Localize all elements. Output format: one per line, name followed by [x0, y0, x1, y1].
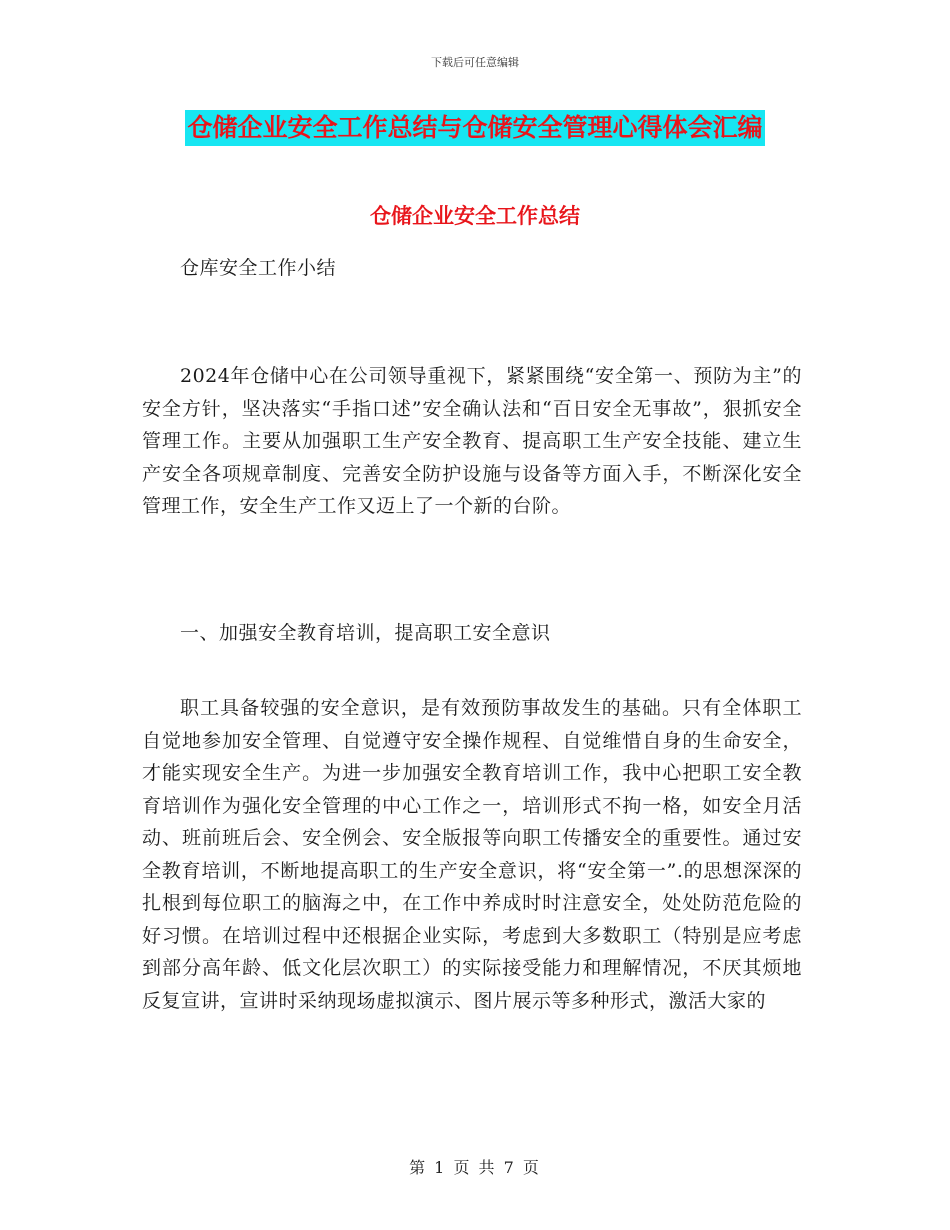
page-header-note: 下载后可任意编辑 — [431, 56, 519, 69]
section-title: 仓储企业安全工作总结 — [370, 204, 580, 228]
main-title-container — [0, 110, 950, 146]
subtitle: 仓库安全工作小结 — [180, 257, 337, 279]
section-heading: 一、加强安全教育培训，提高职工安全意识 — [180, 622, 551, 644]
page-number-footer: 第 1 页 共 7 页 — [409, 1158, 541, 1177]
paragraph: 2024年仓储中心在公司领导重视下，紧紧围绕“安全第一、预防为主”的安全方针，坚决落实“手指口述”安全确认法和“百日安全无事故”，狠抓安全管理工作。主要从加强职工生产安全教育、提高职工生产安全技能、建立生产安全各项规章制度、完善安全防护设施与设备等方面入手，不断深化安全管理工作，安全生产工作又迈上了一个新的台阶。 — [142, 365, 802, 517]
paragraph: 职工具备较强的安全意识，是有效预防事故发生的基础。只有全体职工自觉地参加安全管理、自觉遵守安全操作规程、自觉维惜自身的生命安全，才能实现安全生产。为进一步加强安全教育培训工作，我中心把职工安全教育培训作为强化安全管理的中心工作之一，培训形式不拘一格，如安全月活动、班前班后会、安全例会、安全版报等向职工传播安全的重要性。通过安全教育培训，不断地提高职工的生产安全意识，将“安全第一”.的思想深深的扎根到每位职工的脑海之中，在工作中养成时时注意安全，处处防范危险的好习惯。在培训过程中还根据企业实际，考虑到大多数职工（特别是应考虑到部分高年龄、低文化层次职工）的实际接受能力和理解情况，不厌其烦地反复宣讲，宣讲时采纳现场虚拟演示、图片展示等多种形式，激活大家的 — [142, 697, 802, 1012]
main-title: 仓储企业安全工作总结与仓储安全管理心得体会汇编 — [185, 110, 764, 146]
